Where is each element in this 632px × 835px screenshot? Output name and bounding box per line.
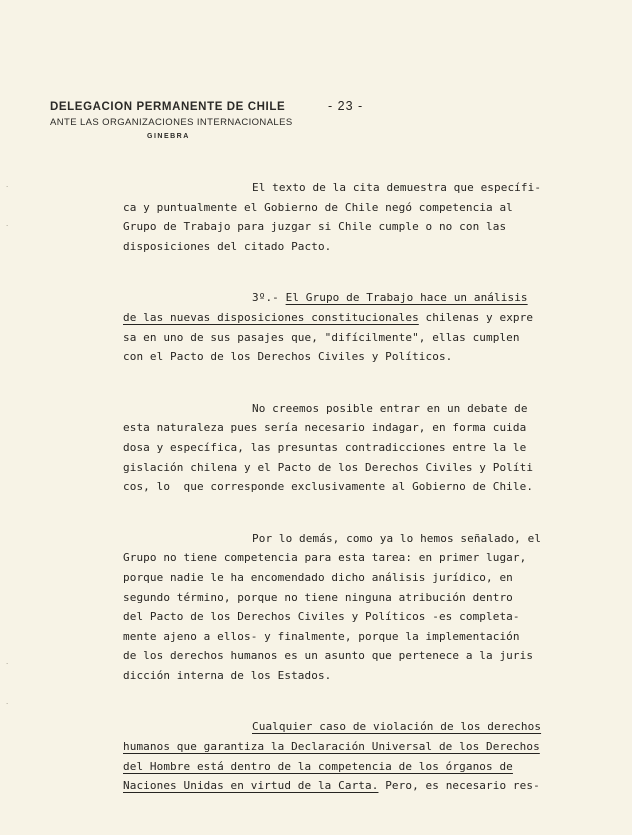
paragraph	[123, 178, 591, 256]
text-line	[123, 529, 591, 549]
letterhead-line-1: DELEGACION PERMANENTE DE CHILE	[50, 101, 286, 113]
text-segment: dicción interna de los Estados.	[123, 668, 332, 682]
scan-margin-mark: ·	[6, 660, 9, 668]
text-line	[123, 568, 591, 588]
text-line	[123, 178, 591, 198]
text-segment: porque nadie le ha encomendado dicho análisis jurídico, en	[123, 570, 513, 584]
text-line	[123, 548, 591, 568]
text-line	[123, 328, 591, 348]
text-line	[123, 458, 591, 478]
text-segment: chilenas y expre	[418, 310, 534, 324]
text-segment: gislación chilena y el Pacto de los Derechos Civiles y Políti	[123, 460, 534, 474]
page-number: - 23 -	[328, 99, 364, 113]
scan-margin-mark: ·	[6, 222, 9, 230]
paragraph	[123, 288, 591, 366]
text-segment: sa en uno de sus pasajes que, "difícilmente", ellas cumplen	[123, 330, 520, 344]
text-line	[123, 217, 591, 237]
scan-margin-mark: ·	[6, 183, 9, 191]
text-line	[123, 237, 591, 257]
text-line	[123, 438, 591, 458]
text-segment: de los derechos humanos es un asunto que pertenece a la juris	[123, 649, 534, 663]
text-line	[123, 757, 591, 777]
underlined-text: de las nuevas disposiciones constitucionales	[123, 310, 419, 324]
text-line	[123, 288, 591, 308]
underlined-text: Naciones Unidas en virtud de la Carta.	[123, 779, 379, 793]
letterhead-line-2: ANTE LAS ORGANIZACIONES INTERNACIONALES	[50, 117, 293, 128]
scan-margin-mark: ·	[6, 700, 9, 708]
underlined-text: Cualquier caso de violación de los derechos	[252, 720, 542, 734]
text-segment: con el Pacto de los Derechos Civiles y Políticos.	[123, 350, 453, 364]
text-line	[123, 666, 591, 686]
text-segment: segundo término, porque no tiene ninguna atribución dentro	[123, 590, 513, 604]
underlined-text: del Hombre está dentro de la competencia de los órganos de	[123, 759, 513, 773]
paragraph	[123, 717, 591, 795]
text-segment: ca y puntualmente el Gobierno de Chile negó competencia al	[123, 200, 513, 214]
text-line	[123, 588, 591, 608]
text-segment: No creemos posible entrar en un debate de	[252, 401, 528, 415]
text-line	[123, 198, 591, 218]
paragraph	[123, 529, 591, 686]
text-segment: esta naturaleza pues sería necesario indagar, en forma cuida	[123, 421, 527, 435]
document-body	[123, 178, 591, 828]
text-segment: 3º.-	[252, 291, 286, 305]
text-line	[123, 627, 591, 647]
text-line	[123, 776, 591, 796]
text-line	[123, 646, 591, 666]
letterhead	[50, 101, 293, 140]
text-line	[123, 308, 591, 328]
underlined-text: El Grupo de Trabajo hace un análisis	[285, 291, 528, 305]
text-segment: del Pacto de los Derechos Civiles y Políticos -es completa-	[123, 610, 520, 624]
text-segment: Grupo no tiene competencia para esta tarea: en primer lugar,	[123, 551, 527, 565]
letterhead-line-3: GINEBRA	[147, 133, 190, 140]
text-segment: dosa y específica, las presuntas contradicciones entre la le	[123, 440, 527, 454]
underlined-text: humanos que garantiza la Declaración Universal de los Derechos	[123, 740, 540, 754]
text-segment: cos, lo que corresponde exclusivamente al Gobierno de Chile.	[123, 480, 534, 494]
text-segment: Grupo de Trabajo para juzgar si Chile cumple o no con las	[123, 220, 507, 234]
text-segment: Por lo demás, como ya lo hemos señalado, el	[252, 531, 542, 545]
text-segment: Pero, es necesario res-	[378, 779, 540, 793]
text-line	[123, 477, 591, 497]
paragraph	[123, 399, 591, 497]
text-segment: El texto de la cita demuestra que específi-	[252, 181, 542, 194]
text-line	[123, 418, 591, 438]
text-line	[123, 399, 591, 419]
text-segment: mente ajeno a ellos- y finalmente, porque la implementación	[123, 629, 520, 643]
text-line	[123, 737, 591, 757]
text-segment: disposiciones del citado Pacto.	[123, 239, 332, 253]
text-line	[123, 717, 591, 737]
text-line	[123, 347, 591, 367]
text-line	[123, 607, 591, 627]
